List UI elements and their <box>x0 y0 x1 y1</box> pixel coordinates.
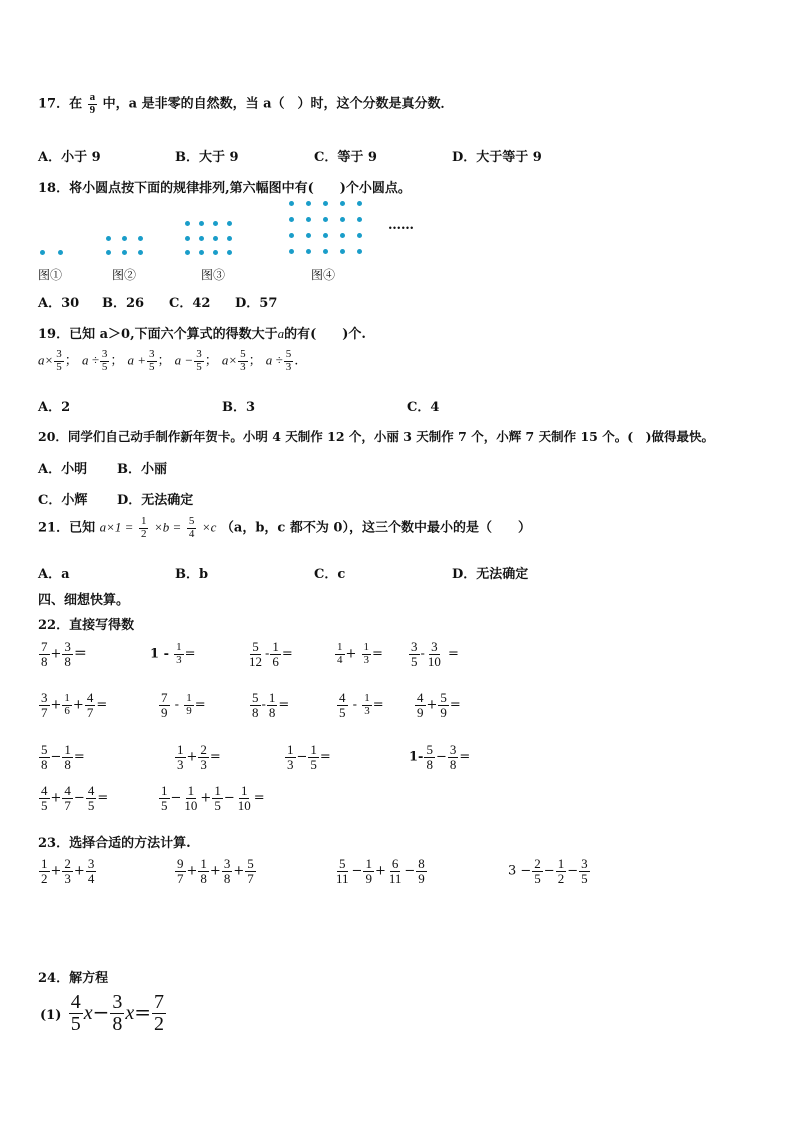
fraction-numerator: 1 <box>140 515 147 527</box>
fraction-numerator: 1 <box>287 742 294 757</box>
q21-option-b: B．b <box>175 567 209 582</box>
fraction <box>39 784 50 812</box>
fraction-numerator: 3 <box>196 348 202 360</box>
fraction-numerator: 1 <box>64 742 71 757</box>
fraction-denominator: 2 <box>140 527 147 540</box>
q20-option-b: B．小丽 <box>117 462 167 477</box>
dot <box>106 236 111 241</box>
fraction-numerator: 4 <box>70 991 81 1013</box>
fraction-denominator: 2 <box>557 870 565 886</box>
fraction-denominator: 9 <box>89 103 96 116</box>
fraction-denominator: 10 <box>237 797 251 813</box>
dot <box>185 250 190 255</box>
q22-r1-e3: $\frac{5}{12}$ - $\frac{1}{6}$ = <box>249 639 293 669</box>
fraction <box>69 992 83 1035</box>
figure-label-2: 图② <box>112 268 137 282</box>
fraction-denominator: 11 <box>388 870 402 886</box>
fraction-numerator: 7 <box>41 639 48 654</box>
fraction-denominator: 9 <box>186 704 192 717</box>
dot <box>185 221 190 226</box>
fraction-numerator: 9 <box>177 856 184 871</box>
dot <box>185 236 190 241</box>
dot <box>357 249 362 254</box>
q23-e2: $\frac{9}{7}$ + $\frac{1}{8}$ + $\frac{3}{8}$ + $\frac{5}{7}$ <box>177 856 254 886</box>
fraction-numerator: 1 <box>337 641 343 653</box>
fraction-denominator: 5 <box>581 870 588 886</box>
fraction-denominator: 5 <box>196 360 202 373</box>
dot <box>306 217 311 222</box>
fraction-numerator: 5 <box>440 690 447 705</box>
q24-equation: (1) $\frac{4}{5}$ x− $\frac{3}{8}$ x= $\frac{7}{2}$ <box>40 991 165 1035</box>
q21-option-c: C．c <box>314 567 346 582</box>
fraction <box>238 349 248 373</box>
fraction-numerator: 5 <box>252 690 259 705</box>
fraction-denominator: 10 <box>427 653 441 669</box>
fraction <box>194 349 204 373</box>
fraction-denominator: 5 <box>70 1013 81 1035</box>
dot <box>323 233 328 238</box>
question-17 <box>38 92 454 116</box>
fraction <box>438 691 449 719</box>
fraction-denominator: 3 <box>177 756 184 772</box>
fraction-numerator: 3 <box>56 348 62 360</box>
figure-label-4: 图④ <box>311 268 336 282</box>
fraction <box>285 743 296 771</box>
fraction-numerator: 3 <box>87 856 95 871</box>
fraction-denominator: 4 <box>337 653 343 666</box>
dot <box>306 249 311 254</box>
fraction-denominator: 3 <box>64 870 71 886</box>
fraction-numerator: 1 <box>186 692 192 705</box>
fraction <box>416 857 427 885</box>
fraction-numerator: 5 <box>339 856 346 871</box>
fraction-denominator: 8 <box>64 756 71 772</box>
q20-option-d: D．无法确定 <box>117 493 194 508</box>
fraction-denominator: 7 <box>177 870 184 886</box>
q17-fraction <box>88 92 98 116</box>
dot <box>289 217 294 222</box>
fraction <box>174 642 184 666</box>
fraction <box>363 857 374 885</box>
q19-option-a: A．2 <box>38 400 71 415</box>
fraction <box>175 743 186 771</box>
fraction <box>222 857 233 885</box>
fraction <box>86 784 97 812</box>
fraction <box>86 857 97 885</box>
fraction <box>85 691 96 719</box>
question-19: 19．已知 a＞0,下面六个算式的得数大于a的有( )个. <box>38 326 366 342</box>
figure-label-1: 图① <box>38 268 63 282</box>
fraction-denominator: 8 <box>426 756 433 772</box>
fraction-numerator: 3 <box>41 690 48 705</box>
fraction-numerator: 1 <box>177 742 184 757</box>
fraction <box>147 349 157 373</box>
fraction-numerator: 3 <box>223 856 231 871</box>
fraction <box>62 857 73 885</box>
q18-option-a: A．30 <box>38 296 80 311</box>
fraction <box>62 784 73 812</box>
fraction <box>39 691 50 719</box>
fraction-numerator: 4 <box>64 783 71 798</box>
dot <box>340 233 345 238</box>
q22-r3-e2: $\frac{1}{3}$ + $\frac{2}{3}$ = <box>177 742 221 772</box>
fraction-numerator: 7 <box>161 690 168 705</box>
fraction-denominator: 10 <box>184 797 198 813</box>
fraction <box>198 857 209 885</box>
fraction-denominator: 12 <box>249 653 262 669</box>
fraction <box>62 743 73 771</box>
fraction <box>556 857 567 885</box>
fraction-numerator: 1 <box>365 856 372 871</box>
q18-option-b: B．26 <box>102 296 145 311</box>
fraction-numerator: 1 <box>187 783 195 798</box>
dot <box>357 201 362 206</box>
q22-r2-e3: $\frac{5}{8}$ - $\frac{1}{8}$ = <box>252 690 290 720</box>
fraction-denominator: 5 <box>41 797 48 813</box>
dot <box>357 217 362 222</box>
question-21: 21．已知 a×1 = $\frac{1}{2}$ ×b = $\frac{5}{4}$ ×c （a，b，c 都不为 0），这三个数中最小的是（ ） <box>38 515 531 540</box>
fraction-numerator: 1 <box>41 856 48 871</box>
fraction-denominator: 7 <box>41 704 48 720</box>
fraction <box>284 349 294 373</box>
q17-text: 中，a 是非零的自然数，当 a（ ）时，这个分数是真分数． <box>102 96 454 112</box>
fraction-denominator: 5 <box>161 797 168 813</box>
fraction-denominator: 5 <box>534 870 541 886</box>
dot <box>340 201 345 206</box>
dot <box>227 221 232 226</box>
fraction <box>62 693 72 717</box>
fraction-denominator: 9 <box>417 704 424 720</box>
fraction-numerator: 1 <box>272 639 279 654</box>
dot <box>213 250 218 255</box>
fraction <box>139 516 149 540</box>
dot <box>323 201 328 206</box>
fraction-denominator: 11 <box>336 870 349 886</box>
fraction-denominator: 3 <box>364 704 370 717</box>
fraction <box>409 640 420 668</box>
fraction-denominator: 5 <box>310 756 317 772</box>
fraction-numerator: 4 <box>86 690 94 705</box>
fraction <box>424 743 435 771</box>
fraction <box>152 992 166 1035</box>
fraction-numerator: 5 <box>426 742 433 757</box>
q18-option-c: C．42 <box>169 296 211 311</box>
fraction-denominator: 8 <box>41 653 48 669</box>
fraction-denominator: 4 <box>188 527 195 540</box>
fraction-numerator: 2 <box>534 856 541 871</box>
fraction-denominator: 5 <box>411 653 418 669</box>
fraction <box>198 743 209 771</box>
dot <box>323 217 328 222</box>
fraction <box>159 691 170 719</box>
fraction <box>335 642 345 666</box>
fraction <box>337 691 348 719</box>
dot <box>199 250 204 255</box>
fraction-denominator: 6 <box>272 653 279 669</box>
q17-prefix: 17．在 <box>38 96 83 112</box>
fraction <box>362 642 372 666</box>
fraction-numerator: 1 <box>268 690 276 705</box>
dot <box>122 250 127 255</box>
q21-option-a: A．a <box>38 567 70 582</box>
dot <box>199 221 204 226</box>
fraction <box>308 743 319 771</box>
dot <box>58 250 63 255</box>
fraction <box>62 640 73 668</box>
fraction-denominator: 8 <box>200 870 207 886</box>
fraction <box>387 857 404 885</box>
q23-e3: $\frac{5}{11}$ − $\frac{1}{9}$ + $\frac{6}{11}$ − $\frac{8}{9}$ <box>336 856 425 886</box>
fraction-denominator: 3 <box>240 360 246 373</box>
fraction-numerator: 8 <box>418 856 425 871</box>
fraction-denominator: 7 <box>64 797 71 813</box>
fraction <box>187 516 197 540</box>
dot <box>227 236 232 241</box>
q22-r1-e5: $\frac{3}{5}$ - $\frac{3}{10}$ = <box>411 639 459 669</box>
fraction-numerator: 4 <box>41 783 48 798</box>
fraction <box>159 784 170 812</box>
question-18: 18．将小圆点按下面的规律排列,第六幅图中有( )个小圆点。 <box>38 181 411 196</box>
fraction-numerator: 5 <box>41 742 48 757</box>
fraction-denominator: 5 <box>56 360 62 373</box>
fraction-denominator: 7 <box>86 704 94 720</box>
fraction <box>110 992 124 1035</box>
fraction <box>184 693 194 717</box>
fraction <box>270 640 281 668</box>
fraction-numerator: 5 <box>252 639 259 654</box>
fraction-denominator: 8 <box>268 704 276 720</box>
q19-option-c: C．4 <box>407 400 440 415</box>
fraction-numerator: 7 <box>154 991 165 1013</box>
fraction-numerator: 1 <box>214 783 221 798</box>
fraction-denominator: 5 <box>101 360 108 373</box>
fraction-numerator: 1 <box>176 641 182 653</box>
dot <box>199 236 204 241</box>
dot <box>323 249 328 254</box>
fraction-denominator: 2 <box>154 1013 165 1035</box>
dot <box>40 250 45 255</box>
q22-r2-e1: $\frac{3}{7}$ + $\frac{1}{6}$ + $\frac{4}{7}$ = <box>41 690 108 720</box>
fraction <box>245 857 256 885</box>
fraction-denominator: 8 <box>41 756 48 772</box>
dot <box>138 236 143 241</box>
q17-option-a: A．小于 9 <box>38 150 101 165</box>
fraction-denominator: 8 <box>252 704 259 720</box>
fraction-denominator: 3 <box>176 653 182 666</box>
dot <box>289 233 294 238</box>
section-4-heading: 四、细想快算。 <box>38 593 130 608</box>
dot <box>227 250 232 255</box>
fraction-numerator: 3 <box>112 991 123 1013</box>
question-20: 20．同学们自己动手制作新年贺卡。小明 4 天制作 12 个，小丽 3 天制作 7 个，小辉 7 天制作 15 个。( )做得最快。 <box>38 429 715 444</box>
fraction-denominator: 5 <box>339 704 346 720</box>
fraction-denominator: 4 <box>87 870 95 886</box>
fraction <box>250 691 261 719</box>
fraction-numerator: 1 <box>310 742 317 757</box>
dot <box>213 221 218 226</box>
fraction <box>54 349 64 373</box>
fraction <box>100 349 110 373</box>
fraction-numerator: 3 <box>581 856 588 871</box>
question-22: 22．直接写得数 <box>38 618 135 633</box>
q22-r3-e3: $\frac{1}{3}$ − $\frac{1}{5}$ = <box>287 742 331 772</box>
fraction-numerator: 1 <box>557 856 565 871</box>
fraction-numerator: 5 <box>285 348 292 360</box>
fraction-denominator: 3 <box>287 756 294 772</box>
dot <box>357 233 362 238</box>
fraction-numerator: 5 <box>188 515 195 527</box>
fraction-numerator: 1 <box>64 692 70 705</box>
fraction <box>212 784 223 812</box>
fraction-numerator: 3 <box>449 742 457 757</box>
fraction-numerator: 2 <box>64 856 71 871</box>
q22-r2-e4: $\frac{4}{5}$ - $\frac{1}{3}$ = <box>339 690 384 720</box>
q22-r2-e2: $\frac{7}{9}$ - $\frac{1}{9}$ = <box>161 690 206 720</box>
fraction-numerator: 3 <box>411 639 418 654</box>
q17-option-d: D．大于等于 9 <box>452 150 542 165</box>
dot <box>289 249 294 254</box>
fraction <box>362 693 372 717</box>
fraction <box>334 857 351 885</box>
fraction-numerator: 3 <box>431 639 438 654</box>
q22-r1-e2: 1 - $\frac{1}{3}$ = <box>150 641 196 666</box>
fraction-numerator: 5 <box>247 856 254 871</box>
fraction-denominator: 5 <box>214 797 221 813</box>
fraction-numerator: 1 <box>364 692 370 705</box>
dot <box>122 236 127 241</box>
q20-option-c: C．小辉 <box>38 493 88 508</box>
fraction <box>182 784 199 812</box>
question-23: 23．选择合适的方法计算. <box>38 836 191 851</box>
q18-option-d: D．57 <box>235 296 278 311</box>
fraction-numerator: 3 <box>101 348 108 360</box>
dot <box>306 201 311 206</box>
fraction-denominator: 2 <box>41 870 48 886</box>
q23-e4: 3 − $\frac{2}{5}$ − $\frac{1}{2}$ − $\frac{3}{5}$ <box>508 856 588 886</box>
fraction-denominator: 9 <box>365 870 372 886</box>
fraction-denominator: 7 <box>247 870 254 886</box>
fraction-denominator: 3 <box>363 653 370 666</box>
dot <box>306 233 311 238</box>
q17-option-c: C．等于 9 <box>314 150 377 165</box>
fraction-denominator: 9 <box>161 704 168 720</box>
fraction-numerator: 3 <box>149 348 155 360</box>
dot <box>213 236 218 241</box>
q22-r3-e1: $\frac{5}{8}$ − $\frac{1}{8}$ = <box>41 742 85 772</box>
fraction <box>426 640 443 668</box>
fraction <box>175 857 186 885</box>
dot <box>340 217 345 222</box>
q22-r2-e5: $\frac{4}{9}$ + $\frac{5}{9}$ = <box>417 690 461 720</box>
fraction-numerator: 5 <box>240 348 246 360</box>
fraction-numerator: a <box>89 91 96 103</box>
fraction-denominator: 3 <box>285 360 292 373</box>
fraction <box>236 784 253 812</box>
fraction-numerator: 4 <box>339 690 346 705</box>
q21-option-d: D．无法确定 <box>452 567 529 582</box>
q23-e1: $\frac{1}{2}$ + $\frac{2}{3}$ + $\frac{3}{4}$ <box>41 856 95 886</box>
fraction-numerator: 1 <box>161 783 168 798</box>
fraction-numerator: 1 <box>200 856 207 871</box>
q19-option-b: B．3 <box>222 400 256 415</box>
q20-option-a: A．小明 <box>38 462 88 477</box>
dot <box>340 249 345 254</box>
q22-r1-e4: $\frac{1}{4}$ + $\frac{1}{3}$ = <box>337 641 383 666</box>
fraction-denominator: 8 <box>64 653 71 669</box>
fraction-denominator: 3 <box>200 756 207 772</box>
figure-label-3: 图③ <box>201 268 226 282</box>
q22-r4-e2: $\frac{1}{5}$ − $\frac{1}{10}$ + $\frac{1}{5}$ − $\frac{1}{10}$ = <box>161 783 265 813</box>
fraction <box>39 857 50 885</box>
fraction-denominator: 9 <box>440 704 447 720</box>
fraction-denominator: 8 <box>112 1013 123 1035</box>
fraction-denominator: 9 <box>418 870 425 886</box>
fraction-denominator: 8 <box>449 756 457 772</box>
fraction-numerator: 4 <box>87 783 95 798</box>
fraction-numerator: 1 <box>363 641 370 653</box>
fraction-numerator: 4 <box>417 690 424 705</box>
fraction-numerator: 3 <box>64 639 71 654</box>
fraction-numerator: 1 <box>240 783 248 798</box>
fraction <box>448 743 459 771</box>
dot <box>106 250 111 255</box>
fraction <box>532 857 543 885</box>
fraction <box>39 743 50 771</box>
dot <box>138 250 143 255</box>
question-24: 24．解方程 <box>38 971 109 986</box>
fraction-denominator: 6 <box>64 704 70 717</box>
fraction <box>267 691 278 719</box>
fraction <box>579 857 590 885</box>
fraction-denominator: 5 <box>149 360 155 373</box>
fraction-denominator: 8 <box>223 870 231 886</box>
fraction-denominator: 5 <box>87 797 95 813</box>
fraction <box>415 691 426 719</box>
q19-expressions: a× $\frac{3}{5}$ ； a ÷ $\frac{3}{5}$ ； a + $\frac{3}{5}$ ； a − $\frac{3}{5}$ ； a× $\frac{5}{3}$ ； a ÷ $\frac{5}{3}$ . <box>38 348 299 373</box>
dot <box>289 201 294 206</box>
fraction <box>247 640 264 668</box>
q22-r1-e1: $\frac{7}{8}$ + $\frac{3}{8}$ ＝ <box>41 639 87 669</box>
fraction-numerator: 6 <box>391 856 399 871</box>
q17-option-b: B．大于 9 <box>175 150 239 165</box>
q22-r4-e1: $\frac{4}{5}$ + $\frac{4}{7}$ − $\frac{4}{5}$ = <box>41 783 109 813</box>
q22-r3-e4: 1- $\frac{5}{8}$ − $\frac{3}{8}$ = <box>409 742 471 772</box>
dot-ellipsis: …… <box>388 218 414 233</box>
fraction <box>39 640 50 668</box>
fraction-numerator: 2 <box>200 742 207 757</box>
